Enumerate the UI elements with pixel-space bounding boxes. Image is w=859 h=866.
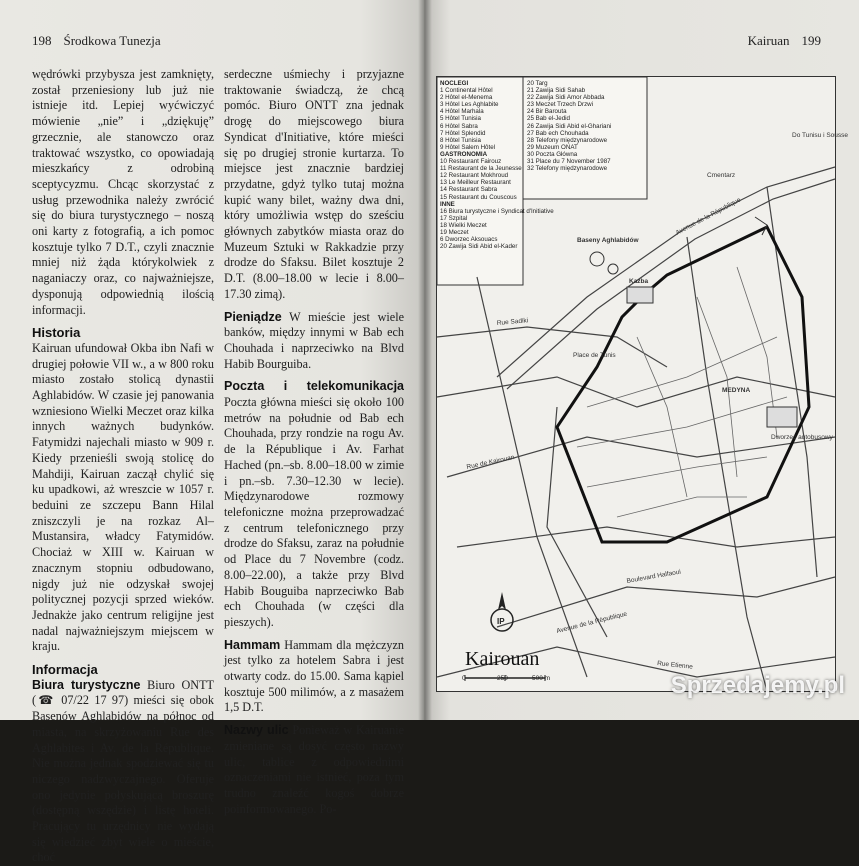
legend-item: 5 Hôtel Tunisia bbox=[440, 115, 481, 123]
legend-heading: NOCLEGI bbox=[440, 80, 469, 87]
city-map bbox=[436, 76, 849, 692]
label-to-tunis: Do Tunisu i Sousse bbox=[792, 132, 849, 139]
right-running-head bbox=[748, 33, 821, 49]
left-running-head bbox=[32, 33, 173, 49]
nazwy-subheading: Nazwy ulic bbox=[224, 723, 289, 738]
legend-item: 17 Szpital bbox=[440, 214, 468, 222]
legend-item: 23 Meczet Trzech Drzwi bbox=[527, 101, 594, 109]
legend-item: 8 Hôtel Tunisia bbox=[440, 136, 481, 144]
road-rue-central bbox=[457, 527, 835, 547]
hammam-subheading: Hammam bbox=[224, 637, 281, 652]
left-running-title: Środkowa Tunezja bbox=[63, 33, 161, 48]
legend-item: 32 Telefony międzynarodowe bbox=[527, 165, 608, 173]
map-title: Kairouan bbox=[465, 648, 540, 670]
pieniadze-text: W mieście jest wiele banków, między innymi w Bab ech Chouhada i naprzeciwko na Blvd Habib Bourguiba. bbox=[224, 309, 405, 371]
biura-text: Biuro ONTT (☎ 07/22 17 97) mieści się obok Basenów Aghlabidów na północ od miasta, na skrzyżowaniu Rue des Aghlabites i Av. de la République. Nie można jednak spodziewać się tu niczego nadzwyczajnego. Oferuje ono jedynie połyskującą broszurę (dostępną wszędzie) i listę hoteli. Pracujący tu urzędnicy nie wydają się wiedzieć zbyt wiele o mieście, choć bbox=[32, 677, 214, 865]
label-rue-sadiki: Rue Sadiki bbox=[496, 317, 529, 327]
legend-item: 22 Zawija Sidi Amor Abbada bbox=[527, 94, 605, 102]
road-east bbox=[767, 187, 817, 577]
svg-text:IP: IP bbox=[497, 617, 505, 626]
road-avenue-republique-edge bbox=[507, 179, 835, 389]
book-gutter bbox=[418, 0, 432, 720]
legend-item: 10 Restaurant Fairouz bbox=[440, 158, 502, 166]
legend-item: 24 Bir Barouta bbox=[527, 108, 567, 116]
north-arrow bbox=[491, 592, 513, 631]
hammam-text: Hammam dla mężczyzn jest tylko za hotelem Sabra i jest otwarty codz. do 15.00. Sama kąpiel kosztuje 500 milimów, a z masażem 1,5 D.T. bbox=[224, 637, 404, 715]
historia-heading: Historia bbox=[32, 325, 81, 341]
label-rue-etienne: Rue Etienne bbox=[656, 660, 694, 671]
right-running-title: Kairuan bbox=[747, 33, 790, 48]
biura-subheading: Biura turystyczne bbox=[32, 677, 141, 692]
historia-paragraph: Kairuan ufundował Okba ibn Nafi w drugiej połowie VII w., a w 800 roku miasto zostało stolicą dynastii Aghlabidów. W czasie jej panowania wzniesiono Wielki Meczet oraz kilka innych ważnych budynków. Fatymidzi najechali miasto w 909 r. Kiedy przenieśli swoją stolicę do Mahdiji, Kairuan zaczął chylić się ku upadkowi, aż wreszcie w 1057 r. beduini ze szczepu Bann Hilal zniszczyli je na rozkaz Al–Mustansira, władcy Fatymidów. Chociaż w XIII w. Kairuan w znacznym stopniu odbudowano, nigdy już nie odzyskał swojej politycznej pozycji sprzed wieków. Jednakże jako centrum religijne jest nadal najważniejszym miejscem w kraju. bbox=[32, 340, 214, 654]
road-bd-west bbox=[477, 277, 587, 677]
legend-item: 6 Hôtel Sabra bbox=[440, 122, 478, 130]
legend-item: 2 Hôtel el-Menema bbox=[440, 94, 493, 102]
left-column-1 bbox=[32, 67, 214, 866]
informacja-heading: Informacja bbox=[32, 662, 98, 678]
legend-item: 28 Telefony międzynarodowe bbox=[527, 136, 608, 144]
legend-item: 29 Muzeum ONAT bbox=[527, 143, 578, 151]
legend-item: 18 Wielki Meczet bbox=[440, 221, 487, 229]
medina-street-2 bbox=[577, 397, 787, 447]
label-medyna: MEDYNA bbox=[722, 387, 751, 394]
poczta-subheading: Poczta i telekomunikacja bbox=[224, 379, 404, 394]
legend-item: 9 Hôtel Salem Hôtel bbox=[440, 143, 496, 151]
scale-label-500: 500 m bbox=[532, 675, 551, 682]
legend-item: 25 Bab el-Jedid bbox=[527, 115, 570, 123]
intro-paragraph: wędrówki przybysza jest zamknięty, został przeniesiony lub już nie istnieje itd. Lepiej wyćwiczyć mówienie „nie” i „dziękuję” grzecznie, ale stanowczo oraz traktować wszystko, co opowiadają mieszkańcy z odrobiną sceptycyzmu. Chcąc skorzystać z usług przewodnika należy zwrócić się do biura turystycznego – noszą oni karty z fotografią, a ich pomoc kosztuje tylko 7 D.T., czyli znacznie mniej niż żąda którykolwiek z naganiaczy oraz, co najważniejsze, dysponują odpowiednią ilością informacji. bbox=[32, 67, 214, 317]
kasbah-block bbox=[627, 287, 653, 303]
aghlabid-basin-1 bbox=[590, 252, 604, 266]
pieniadze-paragraph bbox=[224, 310, 404, 373]
label-av-republique-south: Avenue de la République bbox=[555, 610, 628, 635]
nazwy-paragraph bbox=[224, 723, 404, 817]
legend-item: 20 Targ bbox=[527, 80, 548, 87]
legend-item: 26 Zawija Sidi Abid el-Ghariani bbox=[527, 122, 612, 130]
legend-item: 4 Hôtel Marhala bbox=[440, 108, 484, 116]
label-av-republique: Avenue de la République bbox=[674, 196, 742, 237]
poczta-paragraph bbox=[224, 379, 404, 630]
legend-item: 3 Hôtel Les Aghlabite bbox=[440, 101, 499, 109]
biura-paragraph bbox=[32, 678, 214, 866]
legend-item: 31 Place du 7 November 1987 bbox=[527, 158, 611, 166]
label-bd-halfaoui: Boulevard Halfaoui bbox=[626, 568, 682, 585]
bus-station-block bbox=[767, 407, 797, 427]
left-page bbox=[0, 0, 424, 865]
legend-item: 1 Continental Hôtel bbox=[440, 87, 493, 95]
legend-item: 21 Zawija Sidi Sahab bbox=[527, 87, 586, 95]
label-cmentarz: Cmentarz bbox=[707, 172, 736, 179]
road-north-west bbox=[437, 327, 667, 367]
right-page-number: 199 bbox=[801, 33, 821, 48]
legend-item: 14 Restaurant Sabra bbox=[440, 186, 498, 194]
poczta-text: Poczta główna mieści się około 100 metrów na południe od Bab ech Chouhada, przy rondzie na rogu Av. de la République i Av. Farhat Hached (pn.–sb. 8.00–18.00 w zimie i pn.–sb. 7.30–12.30 w lecie). Międzynarodowe rozmowy telefoniczne można przeprowadzać z centrum telefonicznego przy drodze do Sfaksu, zaraz na południe od Place du 7 Novembre (codz. 8.00–22.00), a także przy Blvd Habib Bouguiba naprzeciwko Bab ech Chouhada (w części dla pieszych). bbox=[224, 395, 404, 629]
legend-item: 12 Restaurant Mokhroud bbox=[440, 172, 509, 180]
label-rue-kairouan: Rue de Kairouan bbox=[465, 453, 516, 471]
label-place-tunis: Place de Tunis bbox=[573, 352, 616, 359]
legend-heading: INNE bbox=[440, 200, 455, 208]
hammam-paragraph bbox=[224, 638, 404, 717]
left-page-number: 198 bbox=[32, 33, 52, 48]
legend-item: 13 Le Meilleur Restaurant bbox=[440, 179, 511, 187]
legend-right bbox=[527, 80, 645, 172]
legend-item: 15 Restaurant du Couscous bbox=[440, 193, 517, 201]
legend-item: 11 Restaurant de la Jeunesse bbox=[440, 165, 522, 173]
medina-street-3 bbox=[587, 457, 767, 487]
legend-item: 30 Poczta Główna bbox=[527, 150, 578, 158]
legend-item: 27 Bab ech Chouhada bbox=[527, 129, 589, 137]
legend-item: 16 Biura turystyczne i Syndicat d'Initiative bbox=[440, 207, 554, 215]
medina-street-1 bbox=[587, 337, 777, 407]
pieniadze-subheading: Pieniądze bbox=[224, 309, 282, 324]
legend-item: 19 Meczet bbox=[440, 228, 469, 236]
label-dworzec: Dworzec autobusowy bbox=[771, 434, 833, 441]
aghlabid-basin-2 bbox=[608, 264, 618, 274]
road-south bbox=[497, 577, 835, 627]
nazwy-text: Ponieważ w Kairuanie zmieniane są dosyć często nazwy ulic, tablice z odpowiednimi oznaczeniami nie istnieć, poza tym trudno znaleźć kogoś dobrze poinformowanego. Po- bbox=[224, 723, 405, 816]
scale-label-0: 0 bbox=[462, 675, 466, 682]
left-column-2 bbox=[224, 67, 404, 817]
legend-heading: GASTRONOMIA bbox=[440, 150, 488, 158]
road-north-south bbox=[687, 237, 767, 691]
watermark: Sprzedajemy.pl bbox=[670, 672, 845, 699]
legend-item: 6 Dworzec Aksouacs bbox=[440, 236, 498, 244]
continuation-paragraph: serdeczne uśmiechy i przyjazne traktowanie świadczą, że chcą pomóc. Biuro ONTT zna jednak drogę do miejscowego biura Syndicat d'Initiative, które mieści się po drugiej stronie kurtarza. To miejsce jest znacznie bardziej przydatne, gdyż tylko tutaj można kupić wany bilet, ważny dwa dni, który umożliwia wstęp do sześciu głównych zabytków miasta oraz do Muzeum Sztuki w Rakkadzie przy drodze do Sfaksu. Bilet kosztuje 2 D.T. (8.00–18.00 w lecie i 8.00–17.30 zimą). bbox=[224, 67, 404, 301]
legend-item: 7 Hôtel Splendid bbox=[440, 129, 486, 137]
label-baseny: Baseny Aghlabidów bbox=[577, 237, 639, 244]
legend-item: 20 Zawija Sidi Abid el-Kader bbox=[440, 243, 518, 251]
label-kazba: Kazba bbox=[629, 278, 649, 285]
scale-label-250: 250 bbox=[497, 675, 508, 682]
